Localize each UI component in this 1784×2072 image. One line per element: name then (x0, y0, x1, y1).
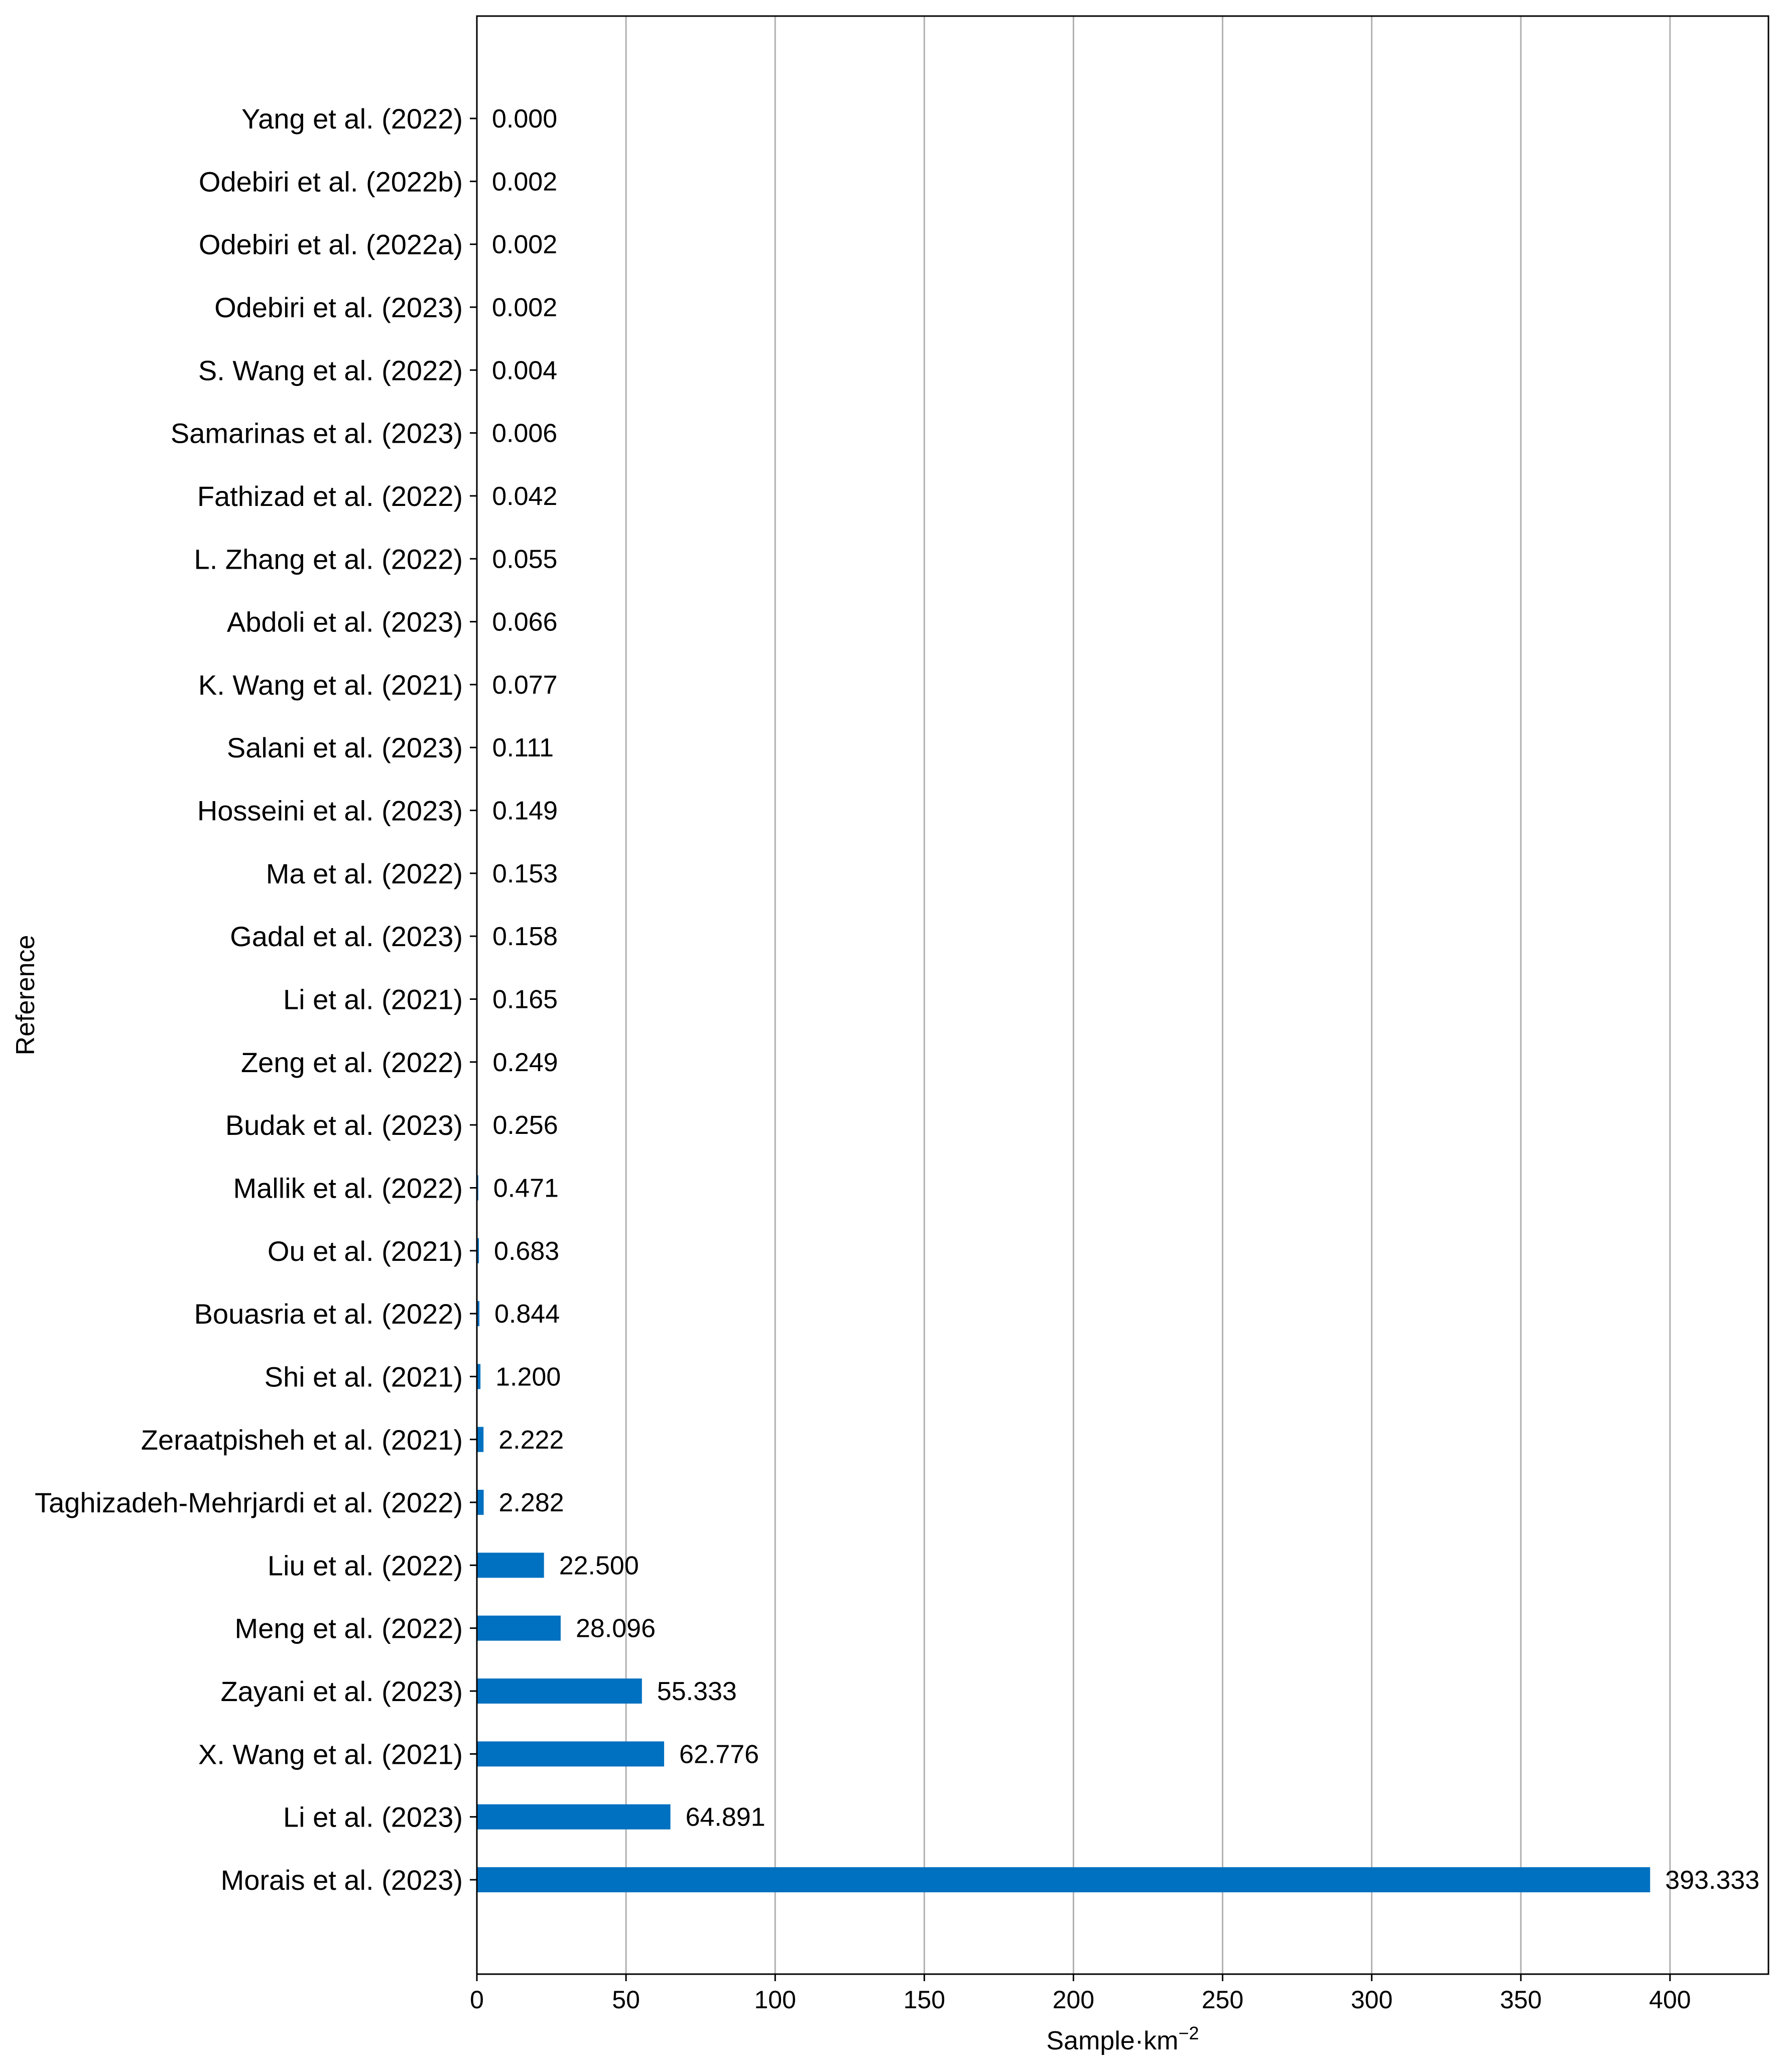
value-label-17: 0.149 (492, 796, 558, 826)
y-tick-label-13: Zeng et al. (2022) (240, 1046, 463, 1078)
y-tick-label-17: Hosseini et al. (2023) (197, 795, 463, 827)
bar-3 (477, 1678, 642, 1704)
value-label-11: 0.471 (493, 1174, 559, 1203)
y-tick-label-0: Morais et al. (2023) (220, 1864, 463, 1896)
value-label-18: 0.111 (492, 733, 554, 763)
y-tick-label-28: Yang et al. (2022) (241, 103, 463, 135)
x-tick-label-0: 0 (470, 1986, 484, 2014)
y-tick-label-5: Liu et al. (2022) (267, 1549, 463, 1582)
bar-4 (477, 1616, 561, 1641)
x-tick-label-350: 350 (1500, 1986, 1542, 2014)
value-label-2: 62.776 (679, 1740, 759, 1769)
gridlines (626, 16, 1670, 1974)
bar-5 (477, 1552, 544, 1578)
y-tick-label-26: Odebiri et al. (2022a) (198, 228, 463, 261)
y-tick-label-10: Ou et al. (2021) (267, 1235, 463, 1267)
value-label-28: 0.000 (492, 104, 558, 134)
bar-0 (477, 1867, 1650, 1892)
x-tick-label-100: 100 (754, 1986, 796, 2014)
x-axis-title (1047, 2023, 1199, 2055)
value-label-16: 0.153 (492, 859, 558, 888)
y-tick-label-24: S. Wang et al. (2022) (198, 354, 463, 386)
y-tick-label-2: X. Wang et al. (2021) (198, 1738, 463, 1770)
value-label-8: 1.200 (495, 1362, 561, 1392)
bar-2 (477, 1741, 664, 1766)
y-tick-label-9: Bouasria et al. (2022) (194, 1298, 463, 1330)
x-axis-title-base: Sample·km (1046, 2026, 1179, 2055)
bar-7 (477, 1427, 483, 1452)
y-tick-label-25: Odebiri et al. (2023) (214, 291, 463, 323)
value-label-15: 0.158 (492, 922, 558, 952)
value-label-25: 0.002 (492, 293, 558, 322)
bar-1 (477, 1804, 671, 1830)
y-tick-label-18: Salani et al. (2023) (226, 732, 463, 764)
value-label-22: 0.042 (492, 481, 558, 511)
value-label-0: 393.333 (1665, 1866, 1760, 1895)
value-label-23: 0.006 (492, 419, 558, 448)
y-tick-label-15: Gadal et al. (2023) (230, 921, 463, 953)
value-label-6: 2.282 (498, 1488, 564, 1518)
data-labels (492, 104, 1759, 1895)
y-tick-label-21: L. Zhang et al. (2022) (194, 543, 463, 575)
y-tick-label-3: Zayani et al. (2023) (220, 1675, 463, 1708)
x-axis-title-exponent: −2 (1178, 2023, 1199, 2043)
y-tick-label-1: Li et al. (2023) (283, 1801, 463, 1833)
y-tick-label-14: Li et al. (2021) (283, 983, 463, 1015)
value-label-13: 0.249 (492, 1048, 558, 1077)
value-label-14: 0.165 (492, 985, 558, 1014)
y-tick-label-19: K. Wang et al. (2021) (198, 669, 463, 701)
value-label-7: 2.222 (498, 1425, 564, 1455)
x-tick-label-200: 200 (1052, 1986, 1095, 2014)
y-tick-label-12: Budak et al. (2023) (225, 1109, 463, 1141)
y-tick-label-7: Zeraatpisheh et al. (2021) (141, 1423, 463, 1456)
value-label-26: 0.002 (492, 230, 558, 260)
value-label-24: 0.004 (492, 356, 558, 385)
x-axis-ticks (470, 1974, 1691, 2014)
x-tick-label-400: 400 (1649, 1986, 1691, 2014)
x-tick-label-150: 150 (903, 1986, 946, 2014)
value-label-12: 0.256 (492, 1111, 558, 1140)
value-label-3: 55.333 (657, 1677, 737, 1707)
y-axis-title: Reference (11, 935, 40, 1056)
x-tick-label-50: 50 (612, 1986, 640, 2014)
value-label-1: 64.891 (685, 1802, 766, 1832)
bar-6 (477, 1490, 484, 1515)
value-label-19: 0.077 (492, 670, 558, 700)
y-axis-ticks (35, 103, 477, 1896)
y-tick-label-16: Ma et al. (2022) (266, 857, 463, 889)
x-tick-label-300: 300 (1350, 1986, 1393, 2014)
value-label-5: 22.500 (559, 1551, 639, 1581)
value-label-10: 0.683 (494, 1236, 560, 1266)
value-label-20: 0.066 (492, 607, 558, 637)
value-label-9: 0.844 (494, 1300, 560, 1329)
y-tick-label-23: Samarinas et al. (2023) (170, 417, 463, 449)
y-tick-label-11: Mallik et al. (2022) (233, 1172, 463, 1204)
y-tick-label-8: Shi et al. (2021) (264, 1361, 463, 1393)
x-tick-label-250: 250 (1201, 1986, 1244, 2014)
value-label-27: 0.002 (492, 167, 558, 197)
y-tick-label-4: Meng et al. (2022) (234, 1612, 463, 1644)
y-tick-label-27: Odebiri et al. (2022b) (198, 166, 463, 198)
value-label-4: 28.096 (575, 1614, 656, 1643)
value-label-21: 0.055 (492, 545, 558, 574)
y-tick-label-20: Abdoli et al. (2023) (226, 606, 463, 638)
y-tick-label-22: Fathizad et al. (2022) (197, 480, 463, 512)
y-tick-label-6: Taghizadeh-Mehrjardi et al. (2022) (35, 1487, 463, 1519)
